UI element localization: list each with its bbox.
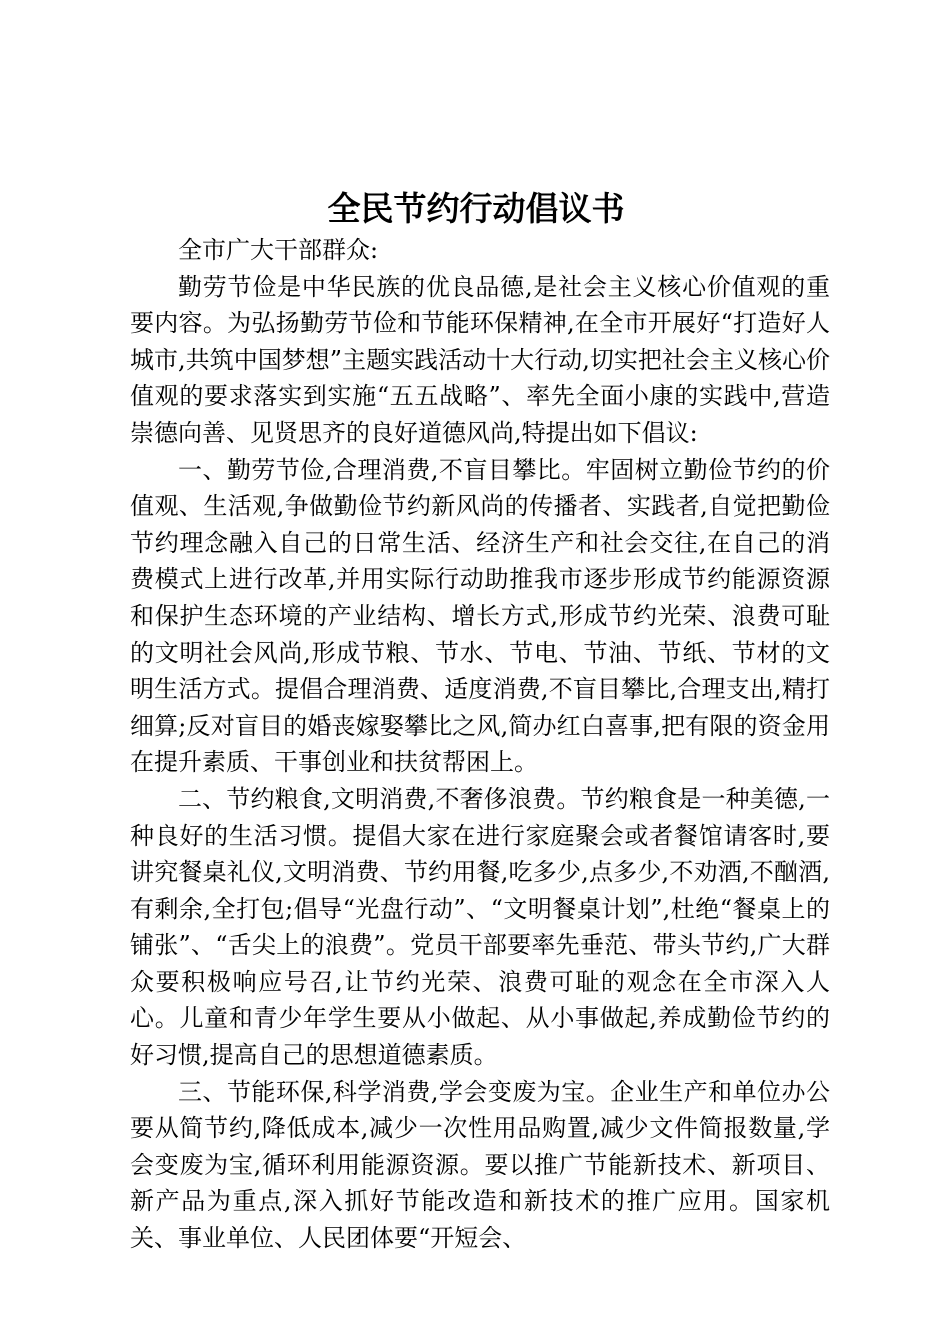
paragraph-item-3: 三、节能环保,科学消费,学会变废为宝。企业生产和单位办公要从简节约,降低成本,减少一次性用品购置,减少文件简报数量,学会变废为宝,循环利用能源资源。要以推广节能新技术、新项目、新产品为重点,深入抓好节能改造和新技术的推广应用。国家机关、事业单位、人民团体要“开短会、 [130,1077,830,1253]
paragraph-intro: 勤劳节俭是中华民族的优良品德,是社会主义核心价值观的重要内容。为弘扬勤劳节俭和节能环保精神,在全市开展好“打造好人城市,共筑中国梦想”主题实践活动十大行动,切实把社会主义核心价值观的要求落实到实施“五五战略”、率先全面小康的实践中,营造崇德向善、见贤思齐的良好道德风尚,特提出如下倡议: [130,272,830,447]
document-body [130,232,830,1257]
paragraph-item-1: 一、勤劳节俭,合理消费,不盲目攀比。牢固树立勤俭节约的价值观、生活观,争做勤俭节约新风尚的传播者、实践者,自觉把勤俭节约理念融入自己的日常生活、经济生产和社会交往,在自己的消费模式上进行改革,并用实际行动助推我市逐步形成节约能源资源和保护生态环境的产业结构、增长方式,形成节约光荣、浪费可耻的文明社会风尚,形成节粮、节水、节电、节油、节纸、节材的文明生活方式。提倡合理消费、适度消费,不盲目攀比,合理支出,精打细算;反对盲目的婚丧嫁娶攀比之风,简办红白喜事,把有限的资金用在提升素质、干事创业和扶贫帮困上。 [130,455,830,777]
salutation: 全市广大干部群众: [178,236,379,264]
document-title: 全民节约行动倡议书 [327,189,625,228]
paragraph-item-2: 二、节约粮食,文明消费,不奢侈浪费。节约粮食是一种美德,一种良好的生活习惯。提倡大家在进行家庭聚会或者餐馆请客时,要讲究餐桌礼仪,文明消费、节约用餐,吃多少,点多少,不劝酒,不酗酒,有剩余,全打包;倡导“光盘行动”、“文明餐桌计划”,杜绝“餐桌上的铺张”、“舌尖上的浪费”。党员干部要率先垂范、带头节约,广大群众要积极响应号召,让节约光荣、浪费可耻的观念在全市深入人心。儿童和青少年学生要从小做起、从小事做起,养成勤俭节约的好习惯,提高自己的思想道德素质。 [130,784,830,1070]
